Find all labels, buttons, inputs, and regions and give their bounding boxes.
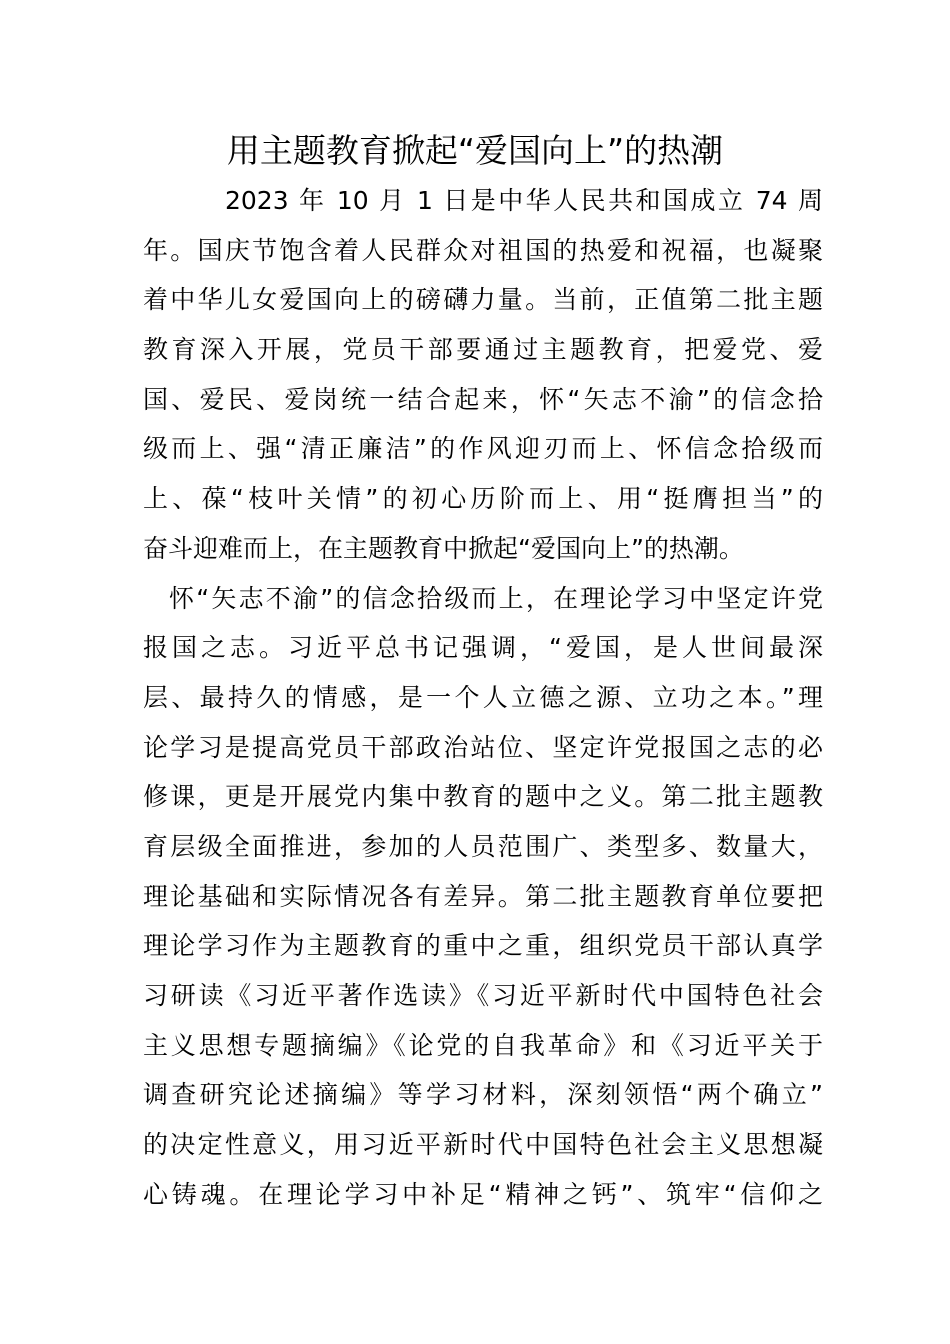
text-line: 国、爱民、爱岗统一结合起来，怀“矢志不渝”的信念拾 bbox=[143, 384, 823, 414]
text-line: 理论学习作为主题教育的重中之重，组织党员干部认真学 bbox=[143, 931, 823, 961]
text-line: 主义思想专题摘编》《论党的自我革命》和《习近平关于 bbox=[143, 1030, 823, 1060]
text-line: 修课，更是开展党内集中教育的题中之义。第二批主题教 bbox=[143, 782, 823, 812]
document-title: 用主题教育掀起“爱国向上”的热潮 bbox=[226, 131, 724, 170]
text-line: 怀“矢志不渝”的信念拾级而上，在理论学习中坚定许党 bbox=[169, 583, 823, 613]
text-line: 育层级全面推进，参加的人员范围广、类型多、数量大， bbox=[143, 831, 823, 861]
text-line: 级而上、强“清正廉洁”的作风迎刃而上、怀信念拾级而 bbox=[143, 434, 823, 464]
text-line: 调查研究论述摘编》等学习材料，深刻领悟“两个确立” bbox=[143, 1080, 823, 1110]
text-line: 的决定性意义，用习近平新时代中国特色社会主义思想凝 bbox=[143, 1130, 823, 1160]
text-line: 2023 年 10 月 1 日是中华人民共和国成立 74 周 bbox=[225, 186, 823, 215]
text-line: 上、葆“枝叶关情”的初心历阶而上、用“挺膺担当”的 bbox=[143, 484, 823, 514]
paragraph-2 bbox=[143, 574, 823, 1220]
text-line: 教育深入开展，党员干部要通过主题教育，把爱党、爱 bbox=[143, 335, 823, 365]
text-line: 心铸魂。在理论学习中补足“精神之钙”、筑牢“信仰之 bbox=[143, 1179, 823, 1209]
text-line: 理论基础和实际情况各有差异。第二批主题教育单位要把 bbox=[143, 881, 823, 911]
text-line: 习研读《习近平著作选读》《习近平新时代中国特色社会 bbox=[143, 981, 823, 1010]
text-line: 着中华儿女爱国向上的磅礴力量。当前，正值第二批主题 bbox=[143, 285, 823, 315]
text-line: 报国之志。习近平总书记强调，“爱国，是人世间最深 bbox=[143, 633, 823, 663]
document-body bbox=[143, 176, 823, 1219]
text-line: 层、最持久的情感，是一个人立德之源、立功之本。”理 bbox=[143, 682, 823, 712]
paragraph-1 bbox=[143, 176, 823, 574]
text-line: 奋斗迎难而上，在主题教育中掀起“爱国向上”的热潮。 bbox=[143, 533, 744, 563]
text-line: 论学习是提高党员干部政治站位、坚定许党报国之志的必 bbox=[143, 732, 823, 762]
text-line: 年。国庆节饱含着人民群众对祖国的热爱和祝福，也凝聚 bbox=[143, 235, 823, 265]
